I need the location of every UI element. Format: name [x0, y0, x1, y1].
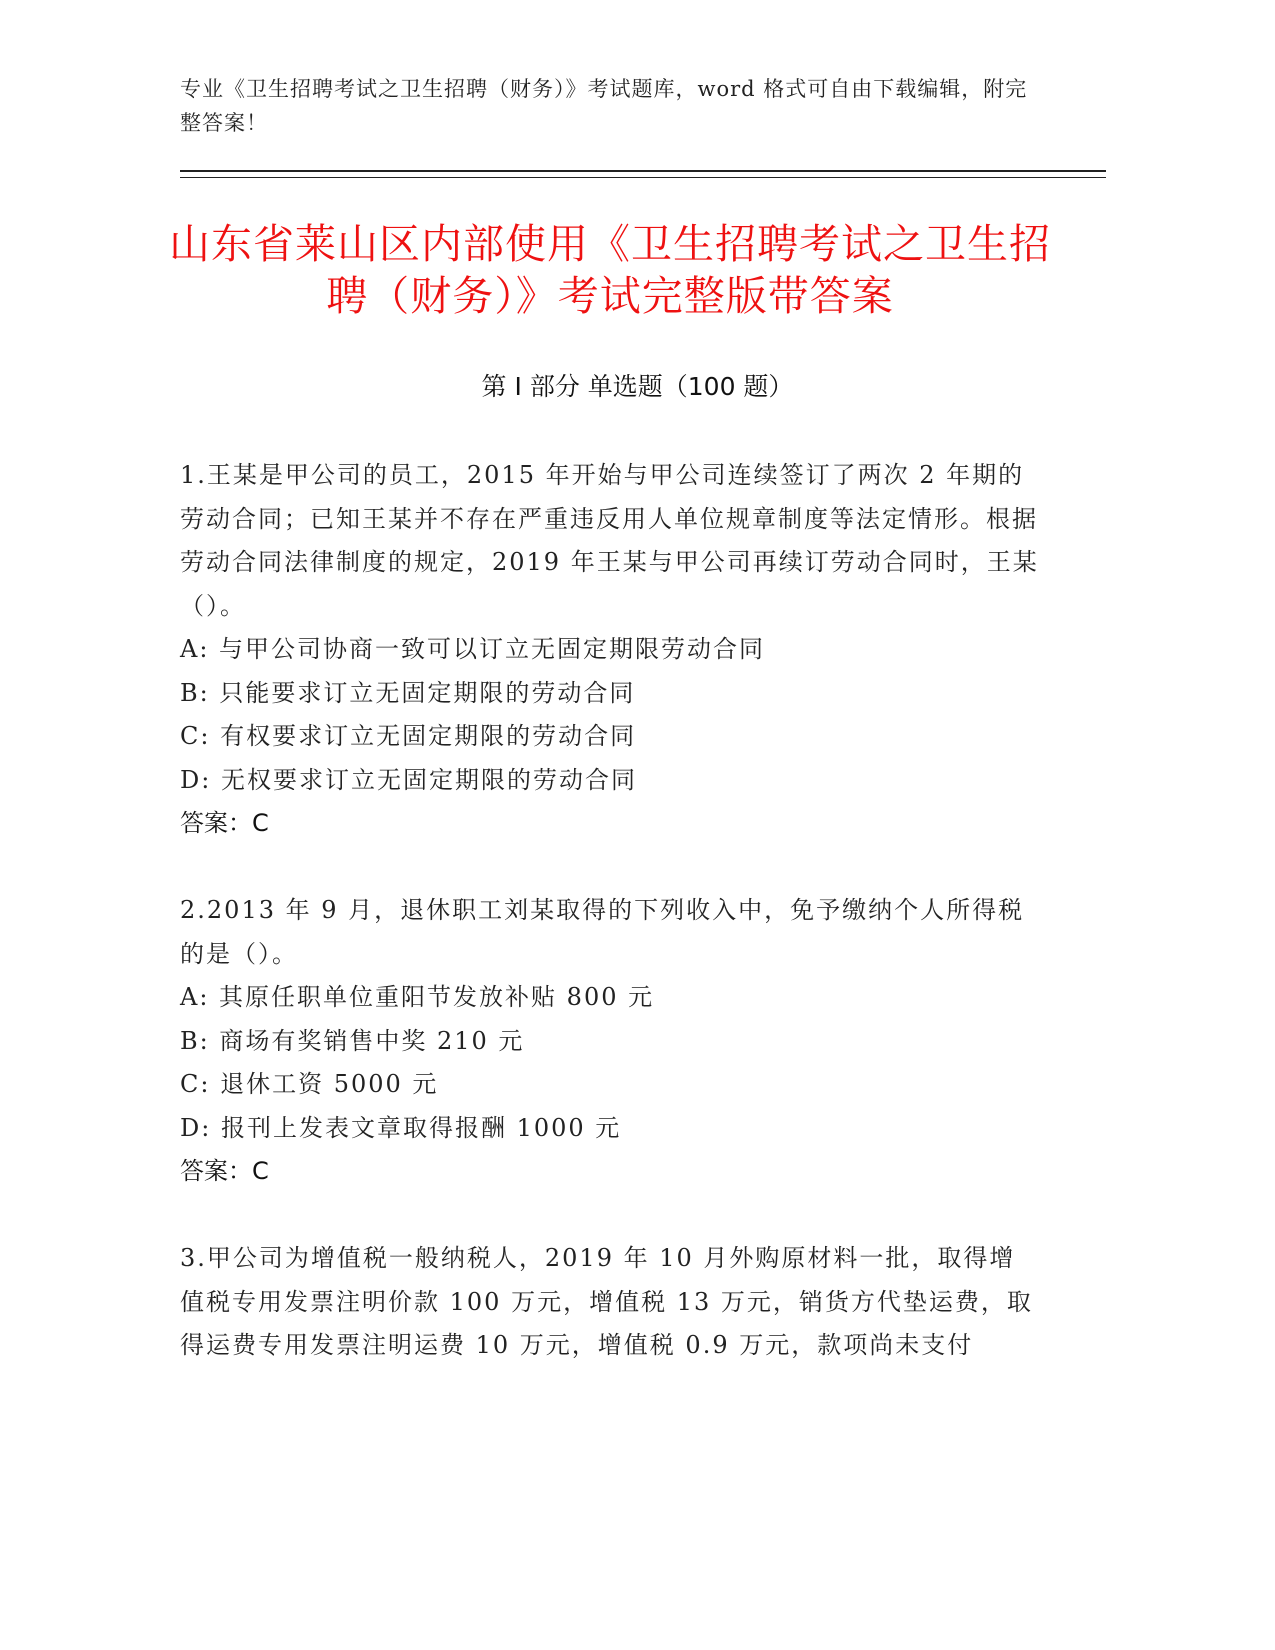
- option-a: A: 其原任职单位重阳节发放补贴 800 元: [180, 983, 655, 1011]
- question-2: [180, 889, 1040, 1194]
- answer: 答案：C: [180, 1157, 269, 1185]
- option-b: B: 商场有奖销售中奖 210 元: [180, 1026, 525, 1055]
- option-c: C: 退休工资 5000 元: [180, 1070, 439, 1098]
- option-a: A: 与甲公司协商一致可以订立无固定期限劳动合同: [180, 635, 766, 663]
- answer: 答案：C: [180, 809, 269, 837]
- section-title: 第 I 部分 单选题（100 题）: [481, 372, 794, 401]
- header-divider-thin: [180, 177, 1106, 178]
- header-divider-thick: [180, 170, 1106, 172]
- question-3: [180, 1237, 1040, 1368]
- option-c: C: 有权要求订立无固定期限的劳动合同: [180, 722, 637, 750]
- option-d: D: 无权要求订立无固定期限的劳动合同: [180, 765, 637, 794]
- question-stem: 2.2013 年 9 月，退休职工刘某取得的下列收入中，免予缴纳个人所得税的是（）。: [180, 896, 1025, 968]
- document-title: 山东省莱山区内部使用《卫生招聘考试之卫生招聘（财务）》考试完整版带答案: [169, 220, 1051, 320]
- option-d: D: 报刊上发表文章取得报酬 1000 元: [180, 1113, 622, 1142]
- option-b: B: 只能要求订立无固定期限的劳动合同: [180, 678, 636, 707]
- question-1: [180, 454, 1040, 846]
- question-stem: 1.王某是甲公司的员工，2015 年开始与甲公司连续签订了两次 2 年期的劳动合同；已知王某并不存在严重违反用人单位规章制度等法定情形。根据劳动合同法律制度的规定，2019 年王某与甲公司再续订劳动合同时，王某（）。: [180, 461, 1039, 620]
- question-stem: 3.甲公司为增值税一般纳税人，2019 年 10 月外购原材料一批，取得增值税专用发票注明价款 100 万元，增值税 13 万元，销货方代垫运费，取得运费专用发票注明运费 10 万元，增值税 0.9 万元，款项尚未支付: [180, 1244, 1033, 1359]
- header-note: 专业《卫生招聘考试之卫生招聘（财务）》考试题库，word 格式可自由下载编辑，附完整答案！: [180, 77, 1028, 135]
